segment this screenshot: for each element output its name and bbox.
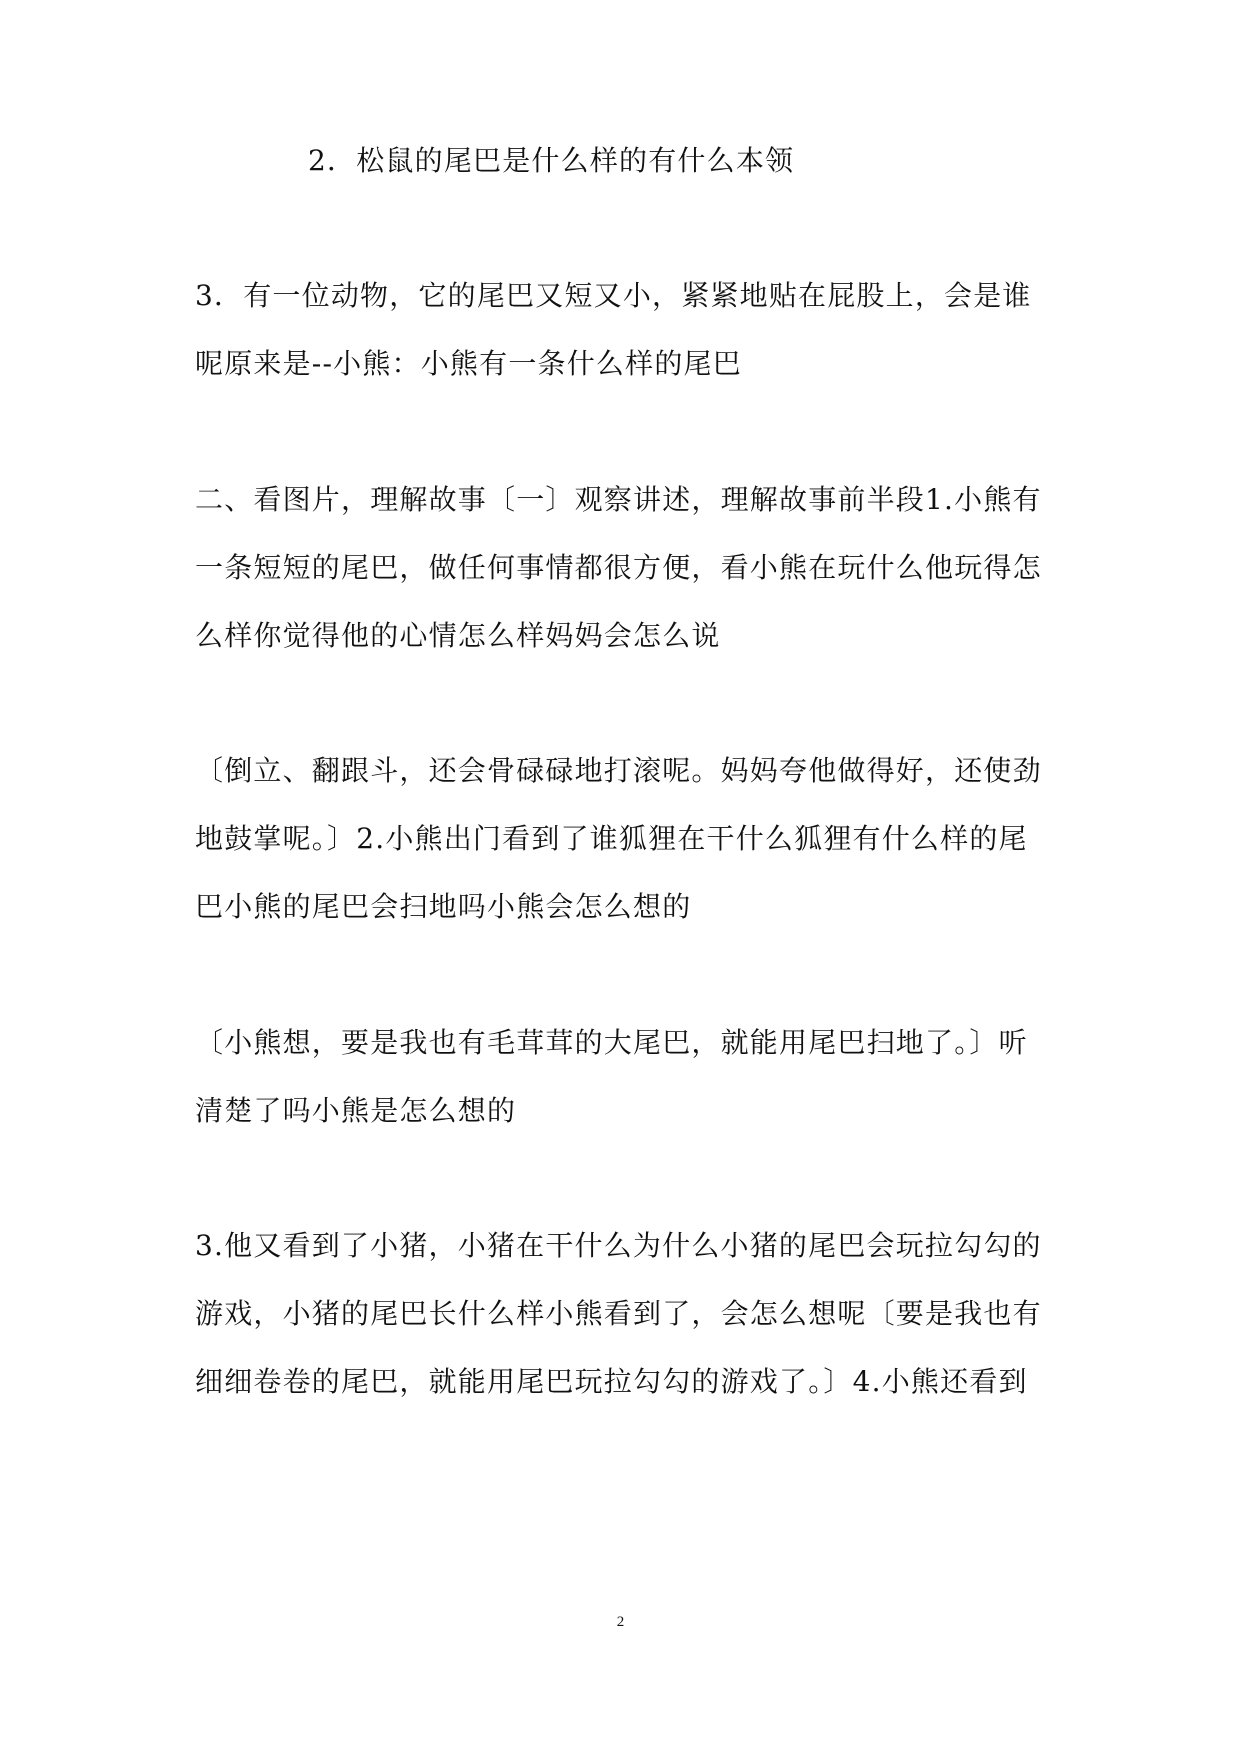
paragraph-3-line-1: 3.他又看到了小猪，小猪在干什么为什么小猪的尾巴会玩拉勾勾的 [195, 1229, 1042, 1262]
question-3-line-2: 呢原来是--小熊：小熊有一条什么样的尾巴 [195, 347, 742, 380]
paragraph-answer-2-line-2: 清楚了吗小熊是怎么想的 [195, 1094, 517, 1127]
paragraph-3-line-2: 游戏，小猪的尾巴长什么样小熊看到了，会怎么想呢〔要是我也有 [195, 1297, 1042, 1330]
section-2-line-1: 二、看图片，理解故事〔一〕观察讲述，理解故事前半段1.小熊有 [195, 483, 1042, 516]
paragraph-answer-2-line-1: 〔小熊想，要是我也有毛茸茸的大尾巴，就能用尾巴扫地了。〕听 [195, 1026, 1028, 1059]
paragraph-answer-1-line-3: 巴小熊的尾巴会扫地吗小熊会怎么想的 [195, 890, 692, 923]
page-number: 2 [616, 1614, 625, 1630]
section-2-line-2: 一条短短的尾巴，做任何事情都很方便，看小熊在玩什么他玩得怎 [195, 551, 1042, 584]
question-2-line: 2．松鼠的尾巴是什么样的有什么本领 [308, 144, 795, 177]
paragraph-3-line-3: 细细卷卷的尾巴，就能用尾巴玩拉勾勾的游戏了。〕4.小熊还看到 [195, 1365, 1028, 1398]
paragraph-answer-1-line-2: 地鼓掌呢。〕2.小熊出门看到了谁狐狸在干什么狐狸有什么样的尾 [195, 822, 1028, 855]
paragraph-answer-1-line-1: 〔倒立、翻跟斗，还会骨碌碌地打滚呢。妈妈夸他做得好，还使劲 [195, 754, 1042, 787]
section-2-line-3: 么样你觉得他的心情怎么样妈妈会怎么说 [195, 619, 721, 652]
question-3-line-1: 3．有一位动物，它的尾巴又短又小，紧紧地贴在屁股上，会是谁 [195, 279, 1032, 312]
